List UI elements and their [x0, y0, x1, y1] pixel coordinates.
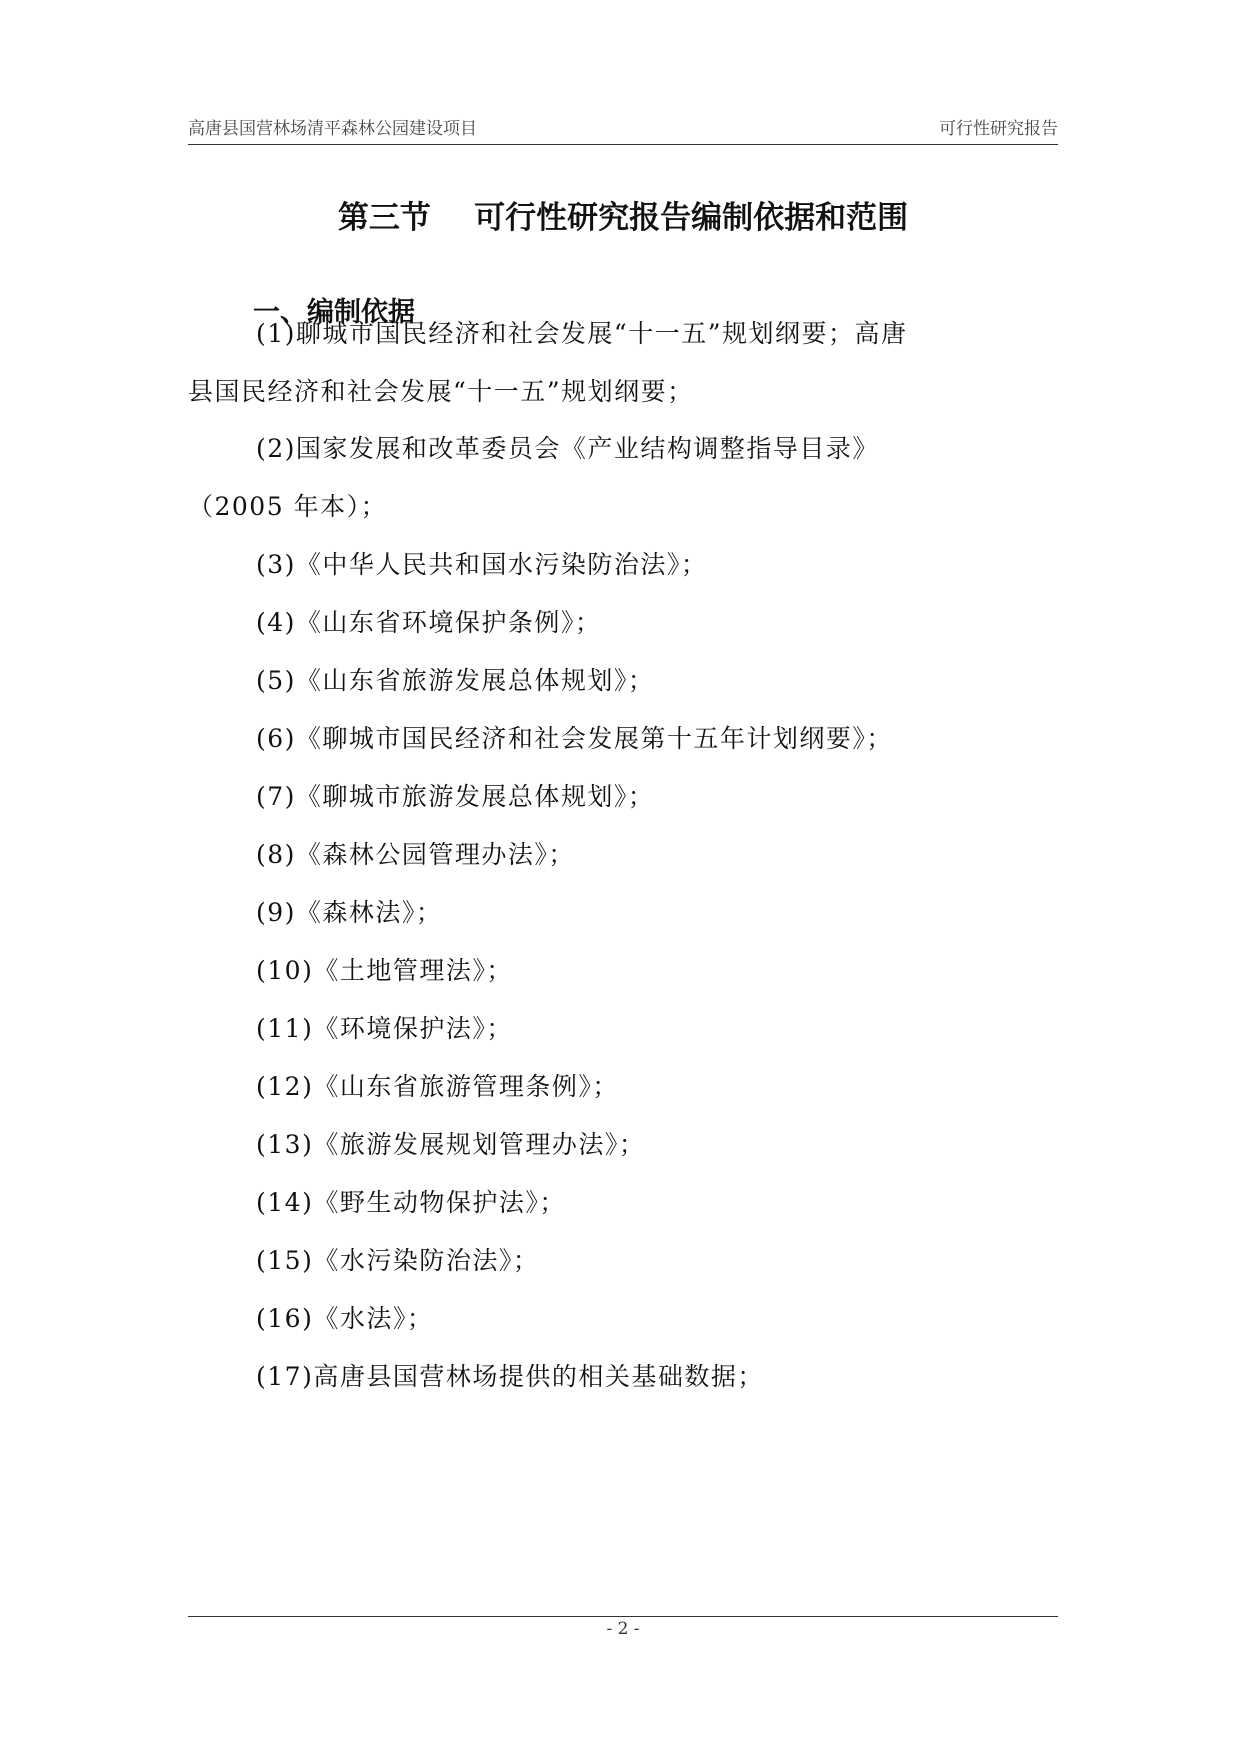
basis-item-9: (9)《森林法》； — [256, 898, 443, 927]
basis-item-17: (17)高唐县国营林场提供的相关基础数据； — [256, 1362, 764, 1391]
basis-item-6: (6)《聊城市国民经济和社会发展第十五年计划纲要》； — [256, 724, 893, 753]
basis-item-2-line-1: (2)国家发展和改革委员会《产业结构调整指导目录》 — [256, 434, 879, 463]
basis-item-4: (4)《山东省环境保护条例》； — [256, 608, 602, 637]
basis-item-1-line-2: 县国民经济和社会发展“十一五”规划纲要； — [188, 377, 694, 406]
basis-item-11: (11)《环境保护法》； — [256, 1014, 513, 1043]
basis-item-10: (10)《土地管理法》； — [256, 956, 513, 985]
basis-item-2-line-2: （2005 年本）； — [188, 492, 388, 521]
section-title: 第三节 可行性研究报告编制依据和范围 — [337, 200, 909, 236]
header-project-title: 高唐县国营林场清平森林公园建设项目 — [188, 119, 477, 139]
basis-item-16: (16)《水法》； — [256, 1304, 434, 1333]
basis-item-13: (13)《旅游发展规划管理办法》； — [256, 1130, 646, 1159]
basis-item-14: (14)《野生动物保护法》； — [256, 1188, 566, 1217]
basis-item-5: (5)《山东省旅游发展总体规划》； — [256, 666, 655, 695]
basis-item-8: (8)《森林公园管理办法》； — [256, 840, 575, 869]
basis-item-3: (3)《中华人民共和国水污染防治法》； — [256, 550, 708, 579]
footer-rule — [188, 1616, 1058, 1617]
header-report-type: 可行性研究报告 — [939, 119, 1058, 139]
running-header — [188, 114, 1058, 145]
subheading-compilation-basis: 一、编制依据 — [253, 297, 415, 328]
basis-item-15: (15)《水污染防治法》； — [256, 1246, 540, 1275]
basis-item-1-line-1: (1)聊城市国民经济和社会发展“十一五”规划纲要；高唐 — [256, 319, 908, 348]
basis-item-7: (7)《聊城市旅游发展总体规划》； — [256, 782, 655, 811]
page-number: - 2 - — [606, 1619, 640, 1639]
basis-item-12: (12)《山东省旅游管理条例》； — [256, 1072, 619, 1101]
